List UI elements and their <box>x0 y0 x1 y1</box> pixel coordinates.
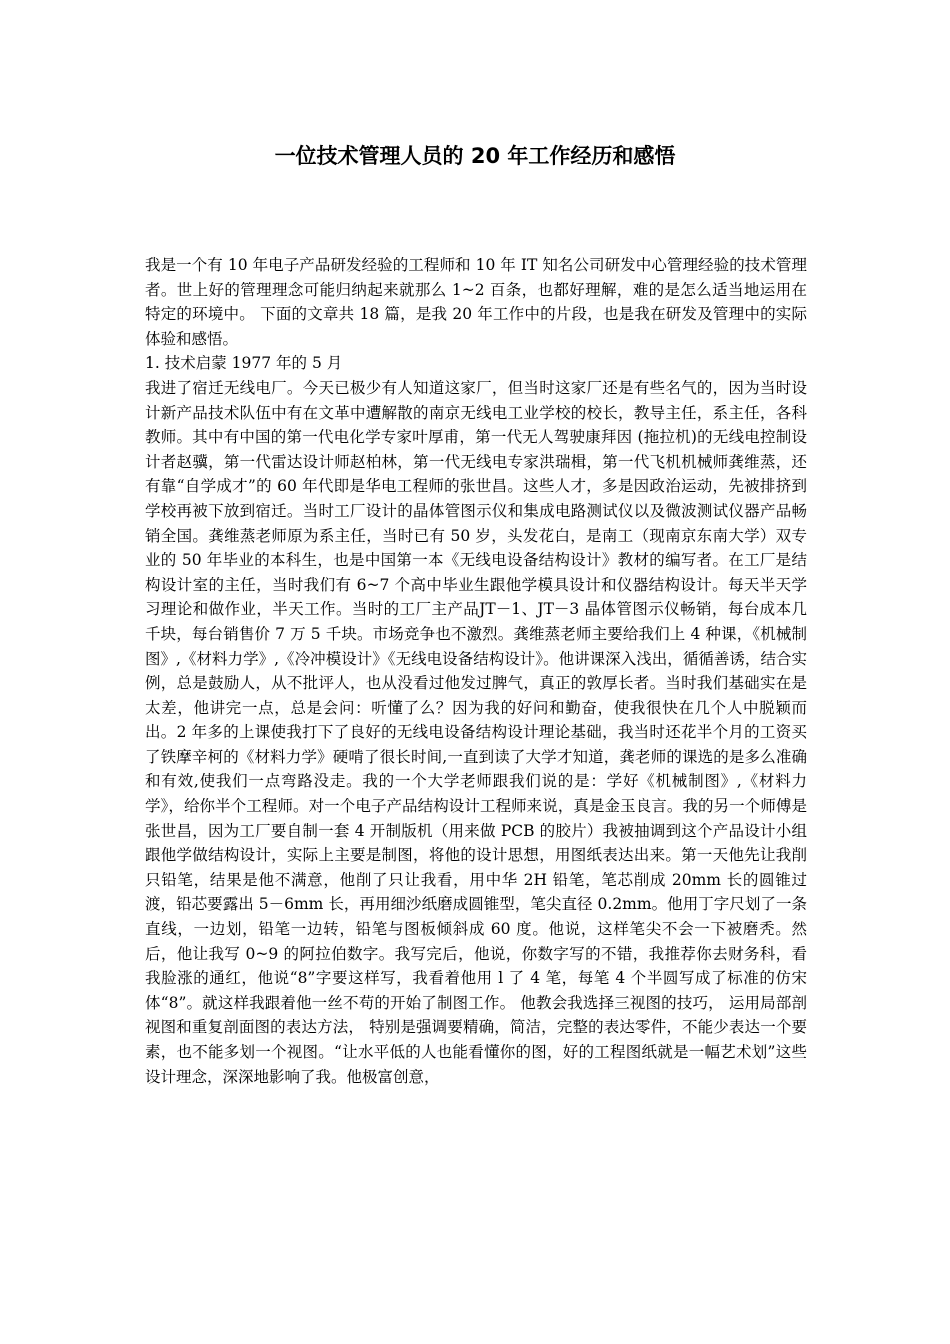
intro-paragraph: 我是一个有 10 年电子产品研发经验的工程师和 10 年 IT 知名公司研发中心管理经验的技术管理者。世上好的管理理念可能归纳起来就那么 1~2 百条，也都好理解，难的是怎么适当地运用在特定的环境中。 下面的文章共 18 篇，是我 20 年工作中的片段，也是我在研发及管理中的实际体验和感悟。 <box>145 256 807 348</box>
section-paragraph: 我进了宿迁无线电厂。今天已极少有人知道这家厂，但当时这家厂还是有些名气的，因为当时设计新产品技术队伍中有在文革中遭解散的南京无线电工业学校的校长，教导主任，系主任，各科教师。其中有中国的第一代电化学专家叶厚甫，第一代无人驾驶康拜因 (拖拉机)的无线电控制设计者赵骥，第一代雷达设计师赵柏林，第一代无线电专家洪瑞楫，第一代飞机机械师龚维蒸，还有靠“自学成才”的 60 年代即是华电工程师的张世昌。这些人才，多是因政治运动，先被排挤到学校再被下放到宿迁。当时工厂设计的晶体管图示仪和集成电路测试仪以及微波测试仪器产品畅销全国。龚维蒸老师原为系主任，当时已有 50 岁，头发花白，是南工（现南京东南大学）双专业的 50 年毕业的本科生，也是中国第一本《无线电设备结构设计》教材的编写者。在工厂是结构设计室的主任，当时我们有 6~7 个高中毕业生跟他学模具设计和仪器结构设计。每天半天学习理论和做作业，半天工作。当时的工厂主产品JT－1、JT－3 晶体管图示仪畅销，每台成本几千块，每台销售价 7 万 5 千块。市场竞争也不激烈。龚维蒸老师主要给我们上 4 种课，《机械制图》,《材料力学》,《冷冲模设计》《无线电设备结构设计》。他讲课深入浅出，循循善诱，结合实例，总是鼓励人，从不批评人，也从没看过他发过脾气，真正的敦厚长者。当时我们基础实在是太差，他讲完一点，总是会问：听懂了么？因为我的好问和勤奋，使我很快在几个人中脱颖而出。2 年多的上课使我打下了良好的无线电设备结构设计理论基础，我当时还花半个月的工资买了铁摩辛柯的《材料力学》硬啃了很长时间,一直到读了大学才知道，龚老师的课选的是多么准确和有效,使我们一点弯路没走。我的一个大学老师跟我们说的是：学好《机械制图》,《材料力学》，给你半个工程师。对一个电子产品结构设计工程师来说，真是金玉良言。我的另一个师傅是张世昌，因为工厂要自制一套 4 开制版机（用来做 PCB 的胶片）我被抽调到这个产品设计小组跟他学做结构设计，实际上主要是制图，将他的设计思想，用图纸表达出来。第一天他先让我削只铅笔，结果是他不满意，他削了只让我看，用中华 2H 铅笔，笔芯削成 20mm 长的圆锥过渡，铅芯要露出 5－6mm 长，再用细沙纸磨成圆锥型，笔尖直径 0.2mm。他用丁字尺划了一条直线，一边划，铅笔一边转，铅笔与图板倾斜成 60 度。他说，这样笔尖不会一下被磨秃。然后，他让我写 0~9 的阿拉伯数字。我写完后，他说，你数字写的不错，我推荐你去财务科，看我脸涨的通红，他说“8”字要这样写，我看着他用 l 了 4 笔，每笔 4 个半圆写成了标准的仿宋体“8”。就这样我跟着他一丝不苟的开始了制图工作。 他教会我选择三视图的技巧， 运用局部剖视图和重复剖面图的表达方法， 特别是强调要精确，简洁，完整的表达零件，不能少表达一个要素，也不能多划一个视图。“让水平低的人也能看懂你的图，好的工程图纸就是一幅艺术划”这些设计理念，深深地影响了我。他极富创意， <box>145 378 807 1086</box>
section-heading: 1. 技术启蒙 1977 年的 5 月 <box>145 354 343 373</box>
document-title: 一位技术管理人员的 20 年工作经历和感悟 <box>274 144 676 168</box>
document-body <box>145 253 807 1089</box>
